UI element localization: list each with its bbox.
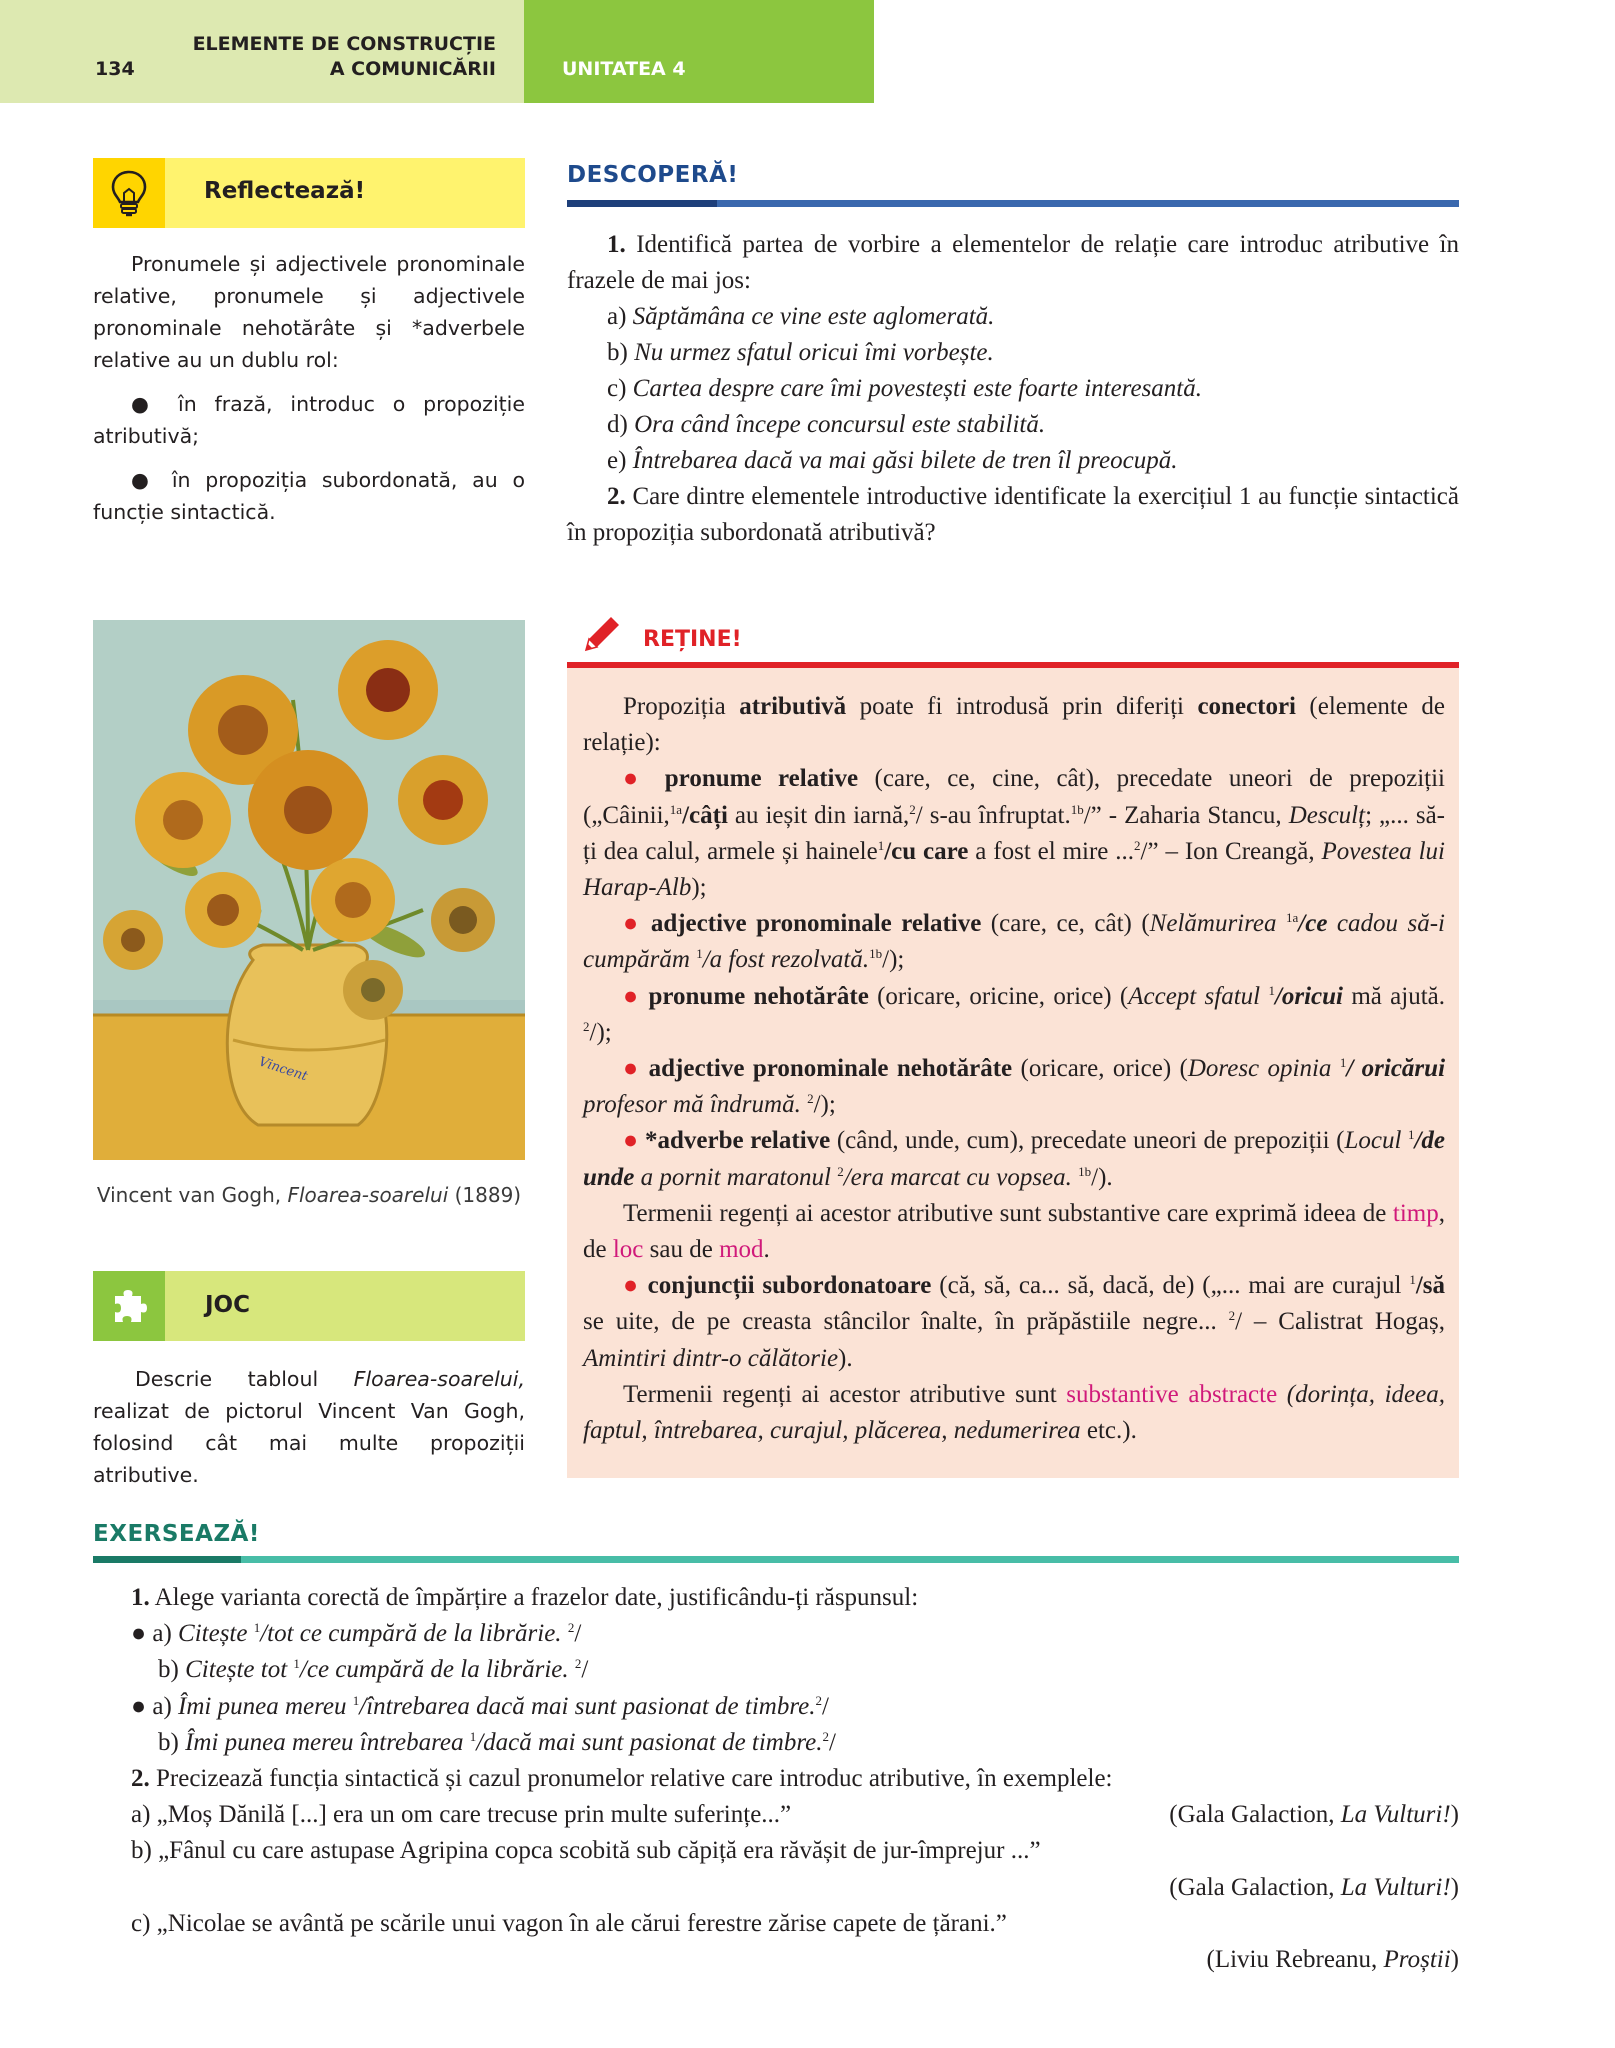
reflect-title: Reflectează! [204,178,366,204]
joc-title: JOC [205,1292,250,1318]
list-item: ● a) Îmi punea mereu $^1$/întrebarea dacă mai sunt pasionat de timbre.$^2$/ [131,1692,829,1720]
reflect-text: Pronumele și adjectivele pronominale relative, pronumele și adjectivele pronominale nehotărâte și *adverbele relative au un dublu rol: ● în frază, introduc o propoziție atributivă; ● în propoziția subordonată, au o funcție sintactică. [93,252,525,524]
joc-text: Descrie tabloul Floarea-soarelui, realizat de pictorul Vincent Van Gogh, folosind cât mai multe propoziții atributive. [93,1367,525,1487]
list-item: c) Cartea despre care îmi povestești este foarte interesantă. [607,375,1203,402]
retine-title: REȚINE! [643,627,742,652]
page-number: 134 [95,58,135,80]
lightbulb-icon [93,158,165,228]
list-item: b) „Fânul cu care astupase Agripina copca scobită sub căpiță era răvășit de jur-împrejur ...” [131,1837,1041,1865]
list-item: b) Îmi punea mereu întrebarea $^1$/dacă mai sunt pasionat de timbre.$^2$/ [158,1728,836,1756]
list-item: b) Citește tot $^1$/ce cumpără de la librărie. $^2$/ [158,1656,589,1684]
list-item: a) Săptămâna ce vine este aglomerată. [607,303,995,330]
exercise-rule-accent [93,1556,241,1563]
discover-text: 1. Identifică partea de vorbire a elementelor de relație care introduc atributive în frazele de mai jos: a) Săptămâna ce vine este aglomerată. b) Nu urmez sfatul oricui îmi vorbește. c) Cartea despre care îmi povestești este foarte interesantă. d) Ora când începe concursul este stabilită. e) Întrebarea dacă va mai găsi bilete de tren îl preocupă. 2. Care dintre elementele introductive identificate la exercițiul 1 au funcție sintactică în propoziția subordonată atributivă? [567,231,1460,546]
header-right-band [524,0,874,103]
section-title: ELEMENTE DE CONSTRUCȚIE A COMUNICĂRII [192,33,496,80]
exercise-title: EXERSEAZĂ! [93,1521,260,1547]
signature: Vincent [256,1054,310,1085]
list-item: c) „Nicolae se avântă pe scările unui vagon în ale cărui ferestre zărise capete de țărani.” [131,1909,1007,1937]
list-item: e) Întrebarea dacă va mai găsi bilete de tren îl preocupă. [607,447,1178,474]
puzzle-icon [93,1271,165,1341]
exercise-rule [93,1556,1459,1563]
painting-caption: Vincent van Gogh, Floarea-soarelui (1889) [96,1183,522,1207]
discover-title: DESCOPERĂ! [567,162,739,188]
pencil-icon [580,612,624,661]
unit-title: UNITATEA 4 [562,58,686,80]
retine-text: Propoziția atributivă poate fi introdusă prin diferiți conectori (elemente de relație): ● pronume relative (care, ce, cine, cât), precedate uneori de prepoziții („Câinii,$^{1a}$/câți au ieșit din iarnă,$^2$/ s-au înfruptat.$^{1b}$/” - Zaharia Stancu, Desculț; „... să-ți dea calul, armele și hainele$^1$/cu care a fost el mire ...$^2$/” – Ion Creangă, Povestea lui Harap-Alb); ● adjective pronominale relative (care, ce, cât) (Nelămurirea $^{1a}$/ce cadou să-i cumpărăm $^1$/a fost rezolvată.$^{1b}$/); ● pronume nehotărâte (oricare, oricine, orice) (Accept sfatul $^1$/oricui mă ajută. $^2$/); ● adjective pronominale nehotărâte (oricare, orice) (Doresc opinia $^1$/ oricărui profesor mă îndrumă. $^2$/); ● *adverbe relative (când, unde, cum), precedate uneori de prepoziții (Locul $^1$/de unde a pornit maratonul $^2$/era marcat cu vopsea. $^{1b}$/). Termenii regenți ai acestor atributive sunt substantive care exprimă ideea de timp, de loc sau de mod. ● conjuncții subordonatoare (că, să, ca... să, dacă, de) („... mai are curajul $^1$/să se uite, de pe creasta stâncilor înalte, în prăpăstiile negre... $^2$/ – Calistrat Hogaș, Amintiri dintr-o călătorie). Termenii regenți ai acestor atributive sunt substantive abstracte (dorința, ideea, faptul, întrebarea, curajul, plăcerea, nedumerirea etc.). [583,693,1446,1445]
sunflowers-painting [93,620,525,1160]
exercise-text: 1. Alege varianta corectă de împărțire a frazelor date, justificându-ți răspunsul: ● a) Citește $^1$/tot ce cumpără de la librărie. $^2$/ b) Citește tot $^1$/ce cumpără de la librărie. $^2$/ ● a) Îmi punea mereu $^1$/întrebarea dacă mai sunt pasionat de timbre.$^2$/ b) Îmi punea mereu întrebarea $^1$/dacă mai sunt pasionat de timbre.$^2$/ 2. Precizează funcția sintactică și cazul pronumelor relative care introduc atributive, în exemplele: a) „Moș Dănilă [...] era un om care trecuse prin multe suferințe...” (Gala Galaction, La Vulturi!) b) „Fânul cu care astupase Agripina copca scobită sub căpiță era răvășit de jur-împrejur ...” (Gala Galaction, La Vulturi!) c) „Nicolae se avântă pe scările unui vagon în ale cărui ferestre zărise capete de țărani.” (Liviu Rebreanu, Proștii) [131,1584,1459,1974]
list-item: b) Nu urmez sfatul oricui îmi vorbește. [607,339,994,366]
list-item: a) „Moș Dănilă [...] era un om care trecuse prin multe suferințe...” (Gala Galaction, La Vulturi!) [131,1801,1459,1829]
discover-rule-accent [567,200,717,207]
list-item: d) Ora când începe concursul este stabilită. [607,411,1046,438]
list-item: ● a) Citește $^1$/tot ce cumpără de la librărie. $^2$/ [131,1620,582,1648]
